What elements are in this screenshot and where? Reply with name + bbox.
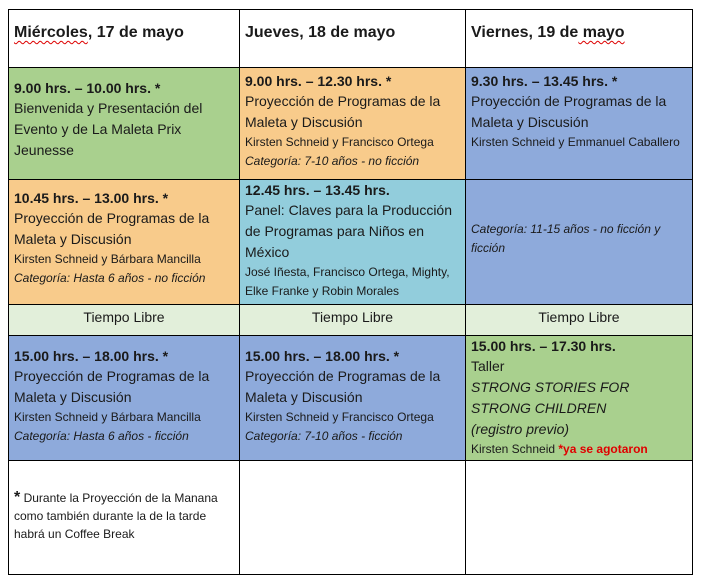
session-title: Proyección de Programas de la Maleta y Discusión [245, 368, 441, 405]
session-category: Categoría: 11-15 años - no ficción y ficción [471, 222, 661, 255]
free-time-wed: Tiempo Libre [8, 305, 240, 336]
session-thu-afternoon [240, 336, 466, 461]
free-time-thu: Tiempo Libre [240, 305, 466, 336]
header-thursday [240, 9, 466, 68]
session-thu-panel [240, 180, 466, 305]
session-presenters: José Iñesta, Francisco Ortega, Mighty, Elke Franke y Robin Morales [245, 265, 450, 298]
session-time: 12.45 hrs. – 13.45 hrs. [245, 182, 390, 198]
session-wed-morning [8, 68, 240, 180]
schedule-table [8, 9, 693, 575]
session-title: Proyección de Programas de la Maleta y Discusión [471, 93, 667, 130]
session-presenters: Kirsten Schneid y Francisco Ortega [245, 410, 434, 424]
session-presenters: Kirsten Schneid y Francisco Ortega [245, 135, 434, 149]
free-time-fri: Tiempo Libre [466, 305, 693, 336]
session-time: 9.00 hrs. – 10.00 hrs. * [14, 80, 161, 96]
header-thu-post: , 18 de mayo [299, 24, 396, 41]
session-presenters: Kirsten Schneid y Bárbara Mancilla [14, 252, 201, 266]
header-wednesday [8, 9, 240, 68]
session-category: Categoría: 7-10 años - ficción [245, 429, 403, 443]
session-title: Proyección de Programas de la Maleta y Discusión [245, 93, 441, 130]
session-wed-midday [8, 180, 240, 305]
header-friday [466, 9, 693, 68]
session-presenters: Kirsten Schneid [471, 442, 556, 456]
header-fri-post: mayo [578, 24, 625, 41]
session-title: Panel: Claves para la Producción de Programas para Niños en México [245, 202, 453, 260]
session-fri-midday [466, 180, 693, 305]
workshop-name: STRONG STORIES FOR STRONG CHILDREN [471, 379, 630, 416]
session-wed-afternoon [8, 336, 240, 461]
workshop-registration: (registro previo) [471, 421, 570, 437]
header-thu-pre: Jueves [245, 24, 300, 41]
session-time: 15.00 hrs. – 18.00 hrs. * [14, 348, 169, 364]
empty-cell-fri [466, 461, 693, 575]
session-category: Categoría: 7-10 años - no ficción [245, 154, 420, 168]
session-fri-workshop [466, 336, 693, 461]
session-title: Proyección de Programas de la Maleta y Discusión [14, 368, 210, 405]
session-title: Taller [471, 358, 505, 374]
header-fri-pre: Viernes, 19 de [471, 24, 579, 41]
header-wed-post: , 17 de mayo [87, 24, 184, 41]
session-title: Proyección de Programas de la Maleta y Discusión [14, 210, 210, 247]
footnote-cell [8, 461, 240, 575]
session-fri-morning [466, 68, 693, 180]
session-time: 9.00 hrs. – 12.30 hrs. * [245, 73, 392, 89]
session-thu-morning [240, 68, 466, 180]
session-time: 10.45 hrs. – 13.00 hrs. * [14, 190, 169, 206]
session-presenters: Kirsten Schneid y Emmanuel Caballero [471, 135, 680, 149]
session-title: Bienvenida y Presentación del Evento y de La Maleta Prix Jeunesse [14, 100, 203, 158]
session-category: Categoría: Hasta 6 años - no ficción [14, 271, 206, 285]
session-category: Categoría: Hasta 6 años - ficción [14, 429, 189, 443]
footnote-text: Durante la Proyección de la Manana como también durante la de la tarde habrá un Coffee Break [14, 491, 218, 541]
sold-out-notice: *ya se agotaron [558, 442, 648, 456]
header-wed-pre: Miércoles [14, 24, 88, 41]
session-time: 15.00 hrs. – 17.30 hrs. [471, 338, 616, 354]
coffee-break-note [14, 489, 234, 543]
session-presenters: Kirsten Schneid y Bárbara Mancilla [14, 410, 201, 424]
session-time: 9.30 hrs. – 13.45 hrs. * [471, 73, 618, 89]
empty-cell-thu [240, 461, 466, 575]
session-time: 15.00 hrs. – 18.00 hrs. * [245, 348, 400, 364]
footnote-star: * [14, 489, 21, 506]
